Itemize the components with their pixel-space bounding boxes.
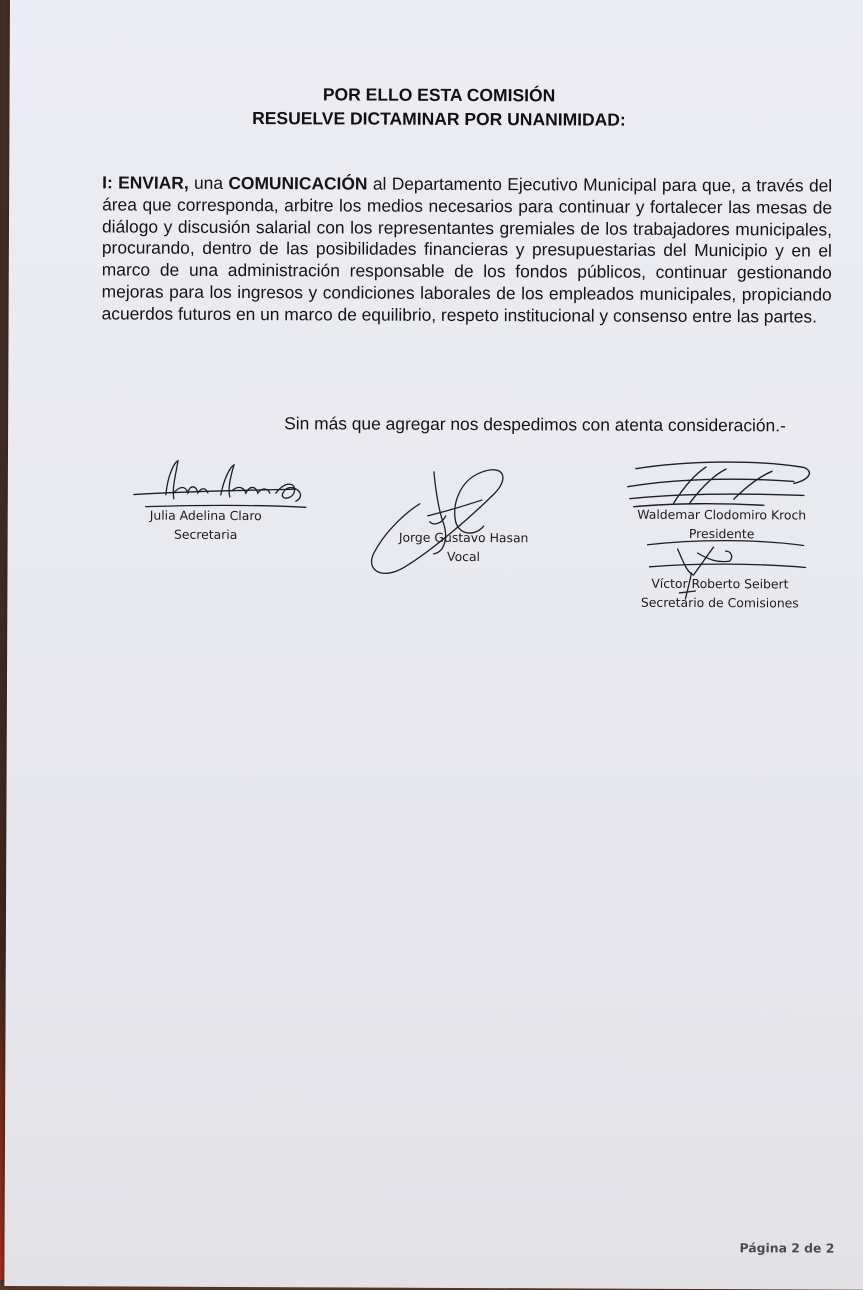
signatory-seibert: [627, 574, 812, 613]
article-keyword: COMUNICACIÓN: [228, 172, 368, 194]
page-number: Página 2 de 2: [739, 1240, 835, 1256]
resolution-heading-line2: RESUELVE DICTAMINAR POR UNANIMIDAD:: [252, 108, 626, 130]
signatory-role: Secretario de Comisiones: [640, 594, 799, 611]
signatory-role: Presidente: [688, 525, 755, 542]
signatory-hasan: [394, 528, 534, 567]
signatory-name: Jorge Gustavo Hasan: [398, 529, 529, 546]
closing-line: Sin más que agregar nos despedimos con atenta consideración.-: [284, 413, 786, 436]
article-text-1: una: [188, 172, 229, 193]
article-number: I:: [102, 172, 113, 193]
resolution-heading-line1: POR ELLO ESTA COMISIÓN: [322, 84, 556, 106]
signatory-claro: [136, 506, 276, 545]
signatory-role: Vocal: [447, 548, 481, 565]
document-page: [4, 0, 863, 1290]
signatory-role: Secretaria: [173, 526, 238, 542]
article-verb: ENVIAR,: [118, 172, 189, 193]
signatory-name: Julia Adelina Claro: [149, 507, 262, 524]
signatory-name: Víctor Roberto Seibert: [651, 575, 789, 592]
signatory-name: Waldemar Clodomiro Kroch: [637, 506, 807, 523]
article-text-2: al Departamento Ejecutivo Municipal para que, a través del área que corresponda, arbitre los medios necesarios para continuar y fortalecer las mesas de diálogo y discusión salarial con los representantes gremiales de los trabajadores municipales, procurando, dentro de las posibilidades financieras y presupuestarias del Municipio y en el marco de una administración responsable de los fondos públicos, continuar gestionando mejoras para los ingresos y condiciones laborales de los empleados municipales, propiciando acuerdos futuros en un marco de equilibrio, respeto institucional y consenso entre las partes.: [101, 173, 833, 327]
article-paragraph: [102, 172, 833, 328]
